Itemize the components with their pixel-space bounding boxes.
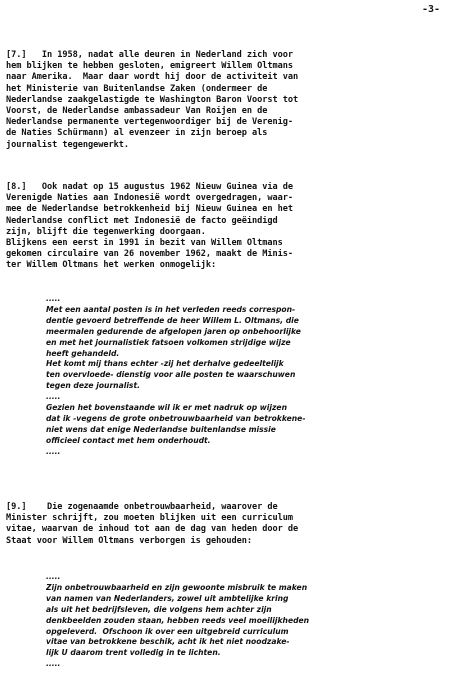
quote-line: tegen deze journalist.	[46, 381, 140, 391]
quote-line: officieel contact met hem onderhoudt.	[46, 435, 211, 445]
quote-line: dentie gevoerd betreffende de heer Willem L. Oltmans, die	[46, 315, 299, 325]
text-line: de Naties Schürmann) al evenzeer in zijn beroep als	[6, 128, 268, 139]
quote-line: niet wens dat enige Nederlandse buitenlandse missie	[46, 424, 276, 434]
quote-line: als uit het bedrijfsleven, die volgens hem achter zijn	[46, 604, 272, 614]
text-line: Nederlandse permanente vertegenwoordiger bij de Verenig-	[6, 117, 293, 128]
text-line: vitae, waarvan de inhoud tot aan de dag van heden door de	[6, 524, 299, 535]
quote-line: dat ik -vegens de grote onbetrouwbaarheid van betrokkene-	[46, 413, 306, 423]
quote-block-2	[46, 572, 416, 670]
quote-line: van namen van Nederlanders, zowel uit ambtelijke kring	[46, 593, 289, 603]
quote-line: Het komt mij thans echter -zij het derhalve gedeeltelijk	[46, 359, 284, 369]
quote-line: .....	[46, 294, 61, 303]
page-number: -3-	[421, 4, 440, 15]
text-line: Nederlandse zaakgelastigde te Washington Baron Voorst tot	[6, 94, 299, 105]
quote-line: vitae van betrokkene beschik, acht ik het niet noodzake-	[46, 637, 290, 647]
text-line: Nederlandse conflict met Indonesië de facto geëindigd	[6, 215, 278, 226]
text-line: naar Amerika. Maar daar wordt hij door de activiteit van	[6, 72, 299, 83]
text-line: mee de Nederlandse betrokkenheid bij Nieuw Guinea en het	[6, 204, 293, 215]
paragraph-7	[6, 50, 444, 151]
quote-line: en met het journalistiek fatsoen volkomen strijdige wijze	[46, 337, 291, 347]
quote-line: denkbeelden zouden staan, hebben reeds veel moeilijkheden	[46, 615, 310, 625]
quote-line: .....	[46, 659, 61, 669]
quote-line: .....	[46, 446, 61, 456]
quote-line: ten overvloede- dienstig voor alle posten te waarschuwen	[46, 370, 296, 380]
text-line: [9.] Die zogenaamde onbetrouwbaarheid, waarover de	[6, 502, 278, 512]
text-line: [7.] In 1958, nadat alle deuren in Nederland zich voor	[6, 50, 293, 60]
quote-line: .....	[46, 572, 61, 581]
text-line: het Ministerie van Buitenlandse Zaken (ondermeer de	[6, 83, 268, 94]
quote-line: opgeleverd. Ofschoon ik over een uitgebreid curriculum	[46, 626, 289, 636]
quote-line: .....	[46, 392, 61, 402]
text-line: Verenigde Naties aan Indonesië wordt overgedragen, waar-	[6, 193, 293, 204]
quote-block-1	[46, 294, 416, 458]
text-line: ter Willem Oltmans het werken onmogelijk:	[6, 260, 217, 271]
quote-line: Gezien het bovenstaande wil ik er met nadruk op wijzen	[46, 403, 287, 413]
text-line: journalist tegengewerkt.	[6, 139, 129, 150]
quote-line: Met een aantal posten is in het verleden reeds correspon-	[46, 304, 296, 314]
text-line: Minister schrijft, zou moeten blijken uit een curriculum	[6, 513, 293, 524]
text-line: [8.] Ook nadat op 15 augustus 1962 Nieuw Guinea via de	[6, 182, 293, 192]
text-line: zijn, blijft die tegenwerking doorgaan.	[6, 226, 206, 237]
quote-line: lijk U daarom trent volledig in te lichten.	[46, 648, 221, 658]
paragraph-9	[6, 502, 444, 547]
quote-line: heeft gehandeld.	[46, 348, 120, 358]
text-line: Staat voor Willem Oltmans verborgen is gehouden:	[6, 535, 252, 546]
text-line: Blijkens een eerst in 1991 in bezit van Willem Oltmans	[6, 238, 283, 249]
text-line: gekomen circulaire van 26 november 1962, maakt de Minis-	[6, 249, 293, 260]
quote-line: Zijn onbetrouwbaarheid en zijn gewoonte misbruik te maken	[46, 582, 308, 592]
text-line: hem blijken te hebben gesloten, emigreert Willem Oltmans	[6, 61, 293, 72]
quote-line: meermalen gedurende de afgelopen jaren op onbehoorlijke	[46, 326, 301, 336]
paragraph-8	[6, 182, 444, 272]
text-line: Voorst, de Nederlandse ambassadeur Van Roijen en de	[6, 106, 268, 117]
